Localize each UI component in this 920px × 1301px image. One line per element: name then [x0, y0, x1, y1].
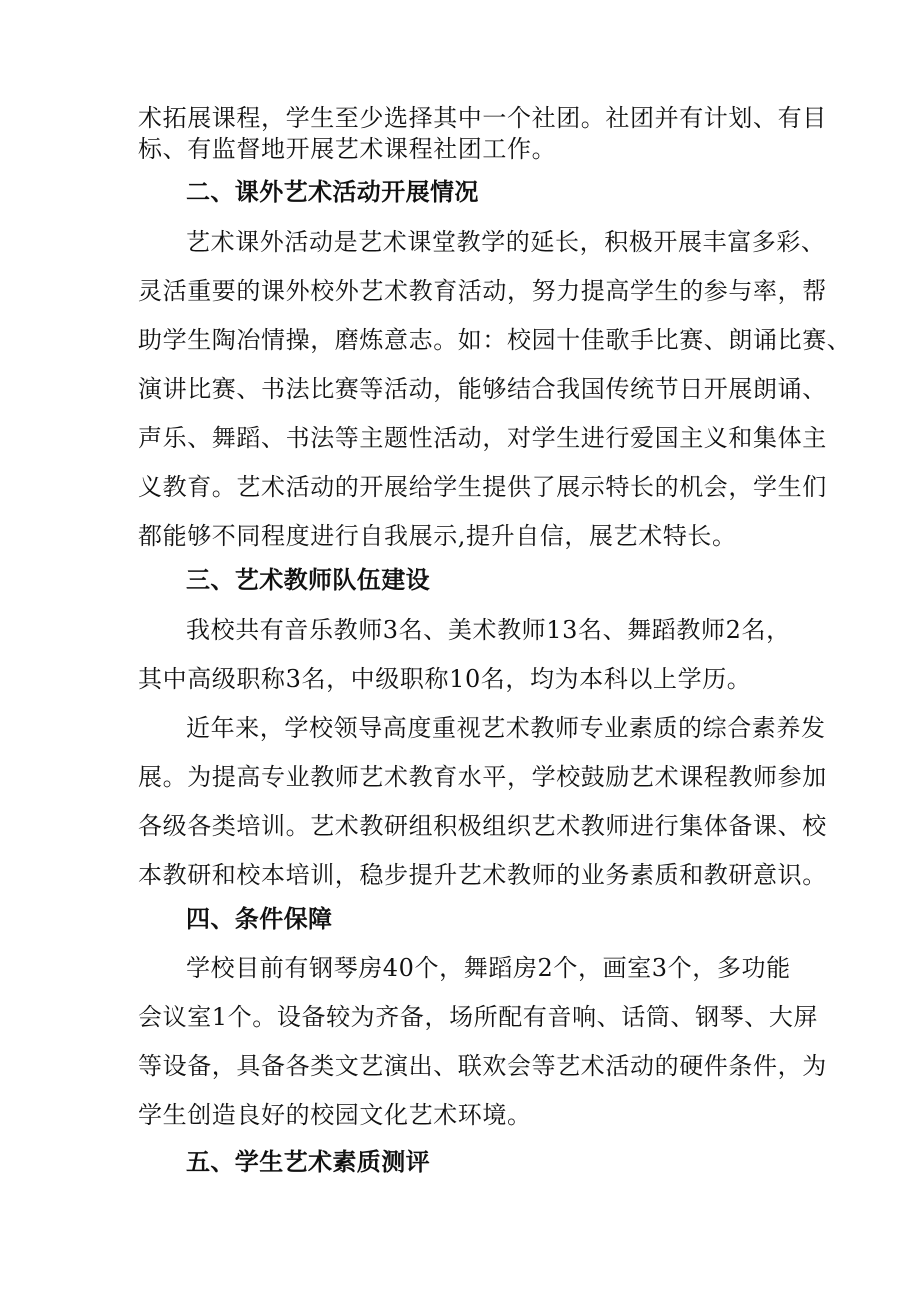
intro-line-2: 标、有监督地开展艺术课程社团工作。: [138, 135, 557, 163]
section-3-paragraph-1-line-1: 我校共有音乐教师3名、美术教师13名、舞蹈教师2名，: [186, 616, 791, 644]
section-heading-3: 三、艺术教师队伍建设: [186, 566, 430, 594]
section-2-line-5: 声乐、舞蹈、书法等主题性活动，对学生进行爱国主义和集体主: [138, 424, 827, 452]
section-3-paragraph-2-line-2: 展。为提高专业教师艺术教育水平，学校鼓励艺术课程教师参加: [138, 763, 827, 791]
section-4-line-2: 会议室1个。设备较为齐备，场所配有音响、话筒、钢琴、大屏: [138, 1003, 819, 1031]
section-4-line-1: 学校目前有钢琴房40个，舞蹈房2个，画室3个，多功能: [186, 954, 791, 982]
section-2-line-6: 义教育。艺术活动的开展给学生提供了展示特长的机会，学生们: [138, 473, 827, 501]
intro-line-1: 术拓展课程，学生至少选择其中一个社团。社团并有计划、有目: [138, 104, 827, 132]
section-3-paragraph-2-line-1: 近年来，学校领导高度重视艺术教师专业素质的综合素养发: [186, 714, 826, 742]
section-3-paragraph-2-line-3: 各级各类培训。艺术教研组积极组织艺术教师进行集体备课、校: [138, 812, 827, 840]
section-heading-2: 二、课外艺术活动开展情况: [186, 178, 479, 206]
section-2-line-2: 灵活重要的课外校外艺术教育活动，努力提高学生的参与率，帮: [138, 277, 827, 305]
section-2-line-1: 艺术课外活动是艺术课堂教学的延长，积极开展丰富多彩、: [186, 228, 826, 256]
section-heading-4: 四、条件保障: [186, 905, 333, 933]
section-4-line-3: 等设备，具备各类文艺演出、联欢会等艺术活动的硬件条件，为: [138, 1052, 827, 1080]
section-2-line-4: 演讲比赛、书法比赛等活动，能够结合我国传统节日开展朗诵、: [138, 375, 827, 403]
section-heading-5: 五、学生艺术素质测评: [186, 1148, 430, 1176]
section-4-line-4: 学生创造良好的校园文化艺术环境。: [138, 1101, 532, 1129]
section-3-paragraph-2-line-4: 本教研和校本培训，稳步提升艺术教师的业务素质和教研意识。: [138, 861, 827, 889]
section-2-line-7: 都能够不同程度进行自我展示,提升自信，展艺术特长。: [138, 522, 737, 550]
section-2-line-3: 助学生陶冶情操，磨炼意志。如：校园十佳歌手比赛、朗诵比赛、: [138, 326, 852, 354]
section-3-paragraph-1-line-2: 其中高级职称3名，中级职称10名，均为本科以上学历。: [138, 665, 752, 693]
